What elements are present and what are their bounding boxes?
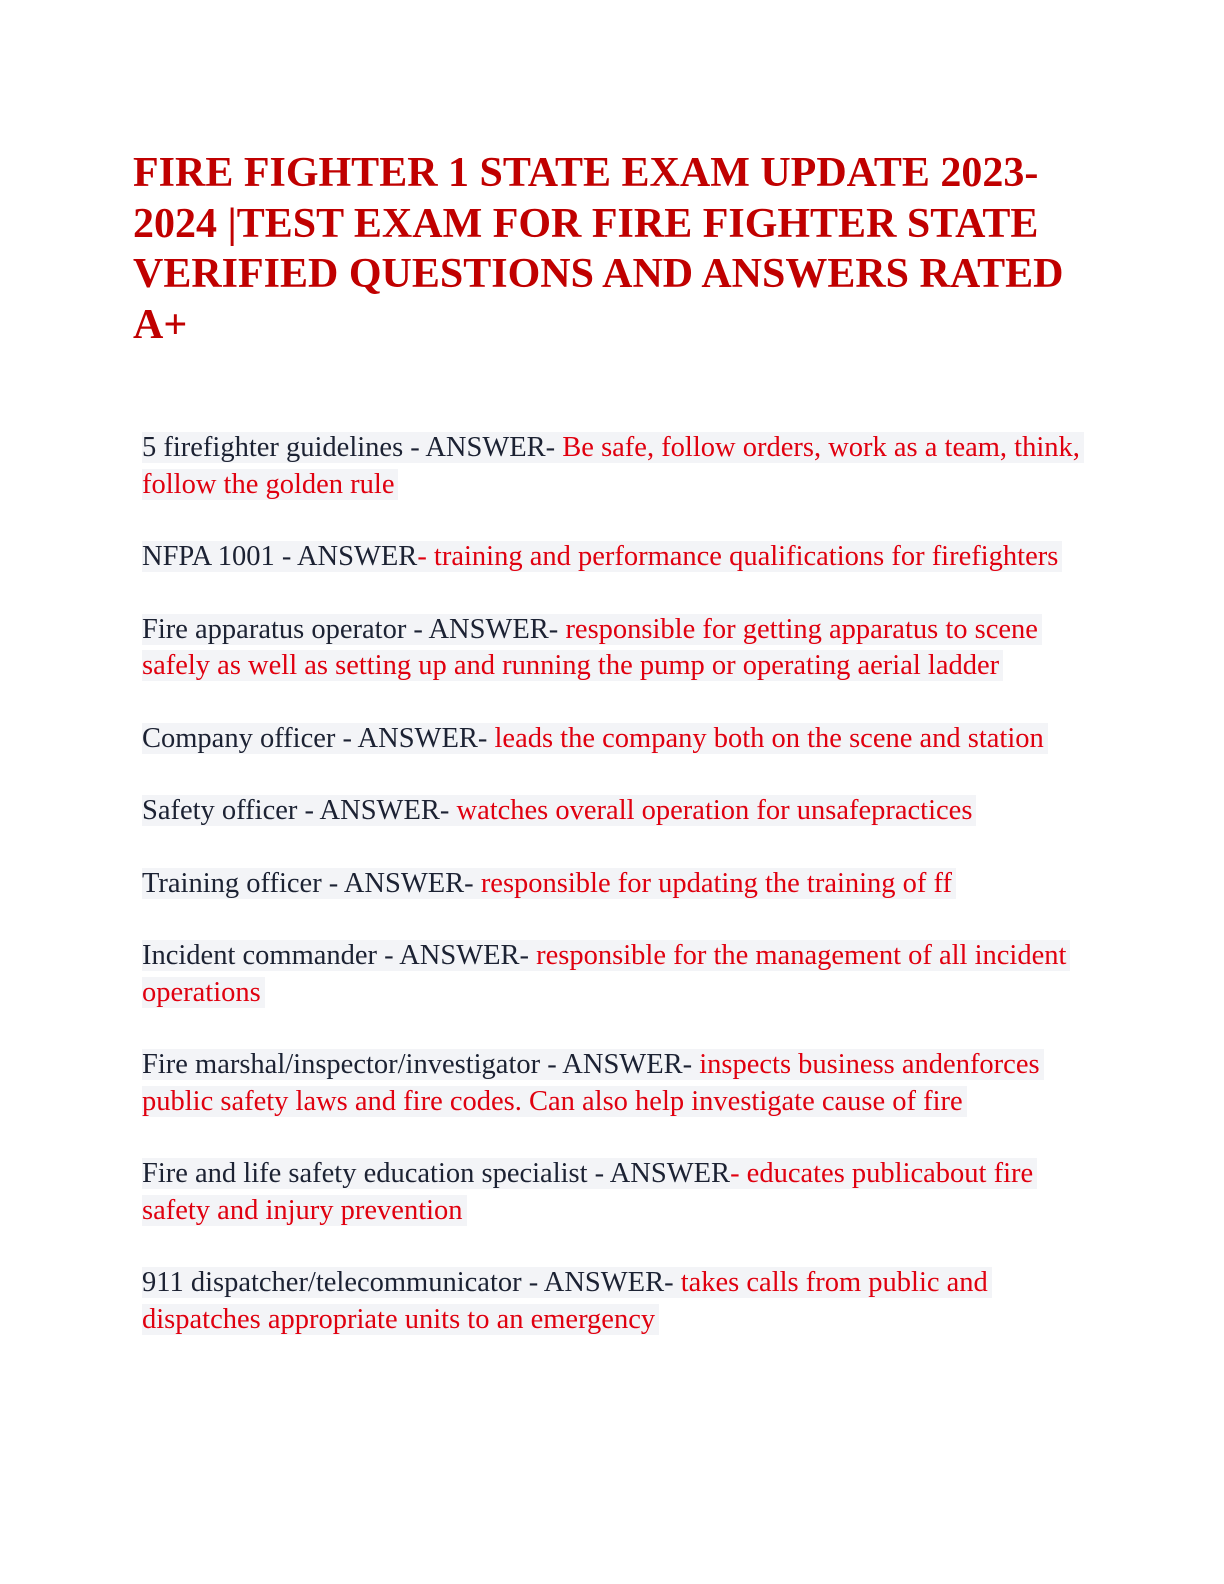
qa-item (142, 721, 1082, 758)
page-title: FIRE FIGHTER 1 STATE EXAM UPDATE 2023-2024 |TEST EXAM FOR FIRE FIGHTER STATE VERIFIED QUESTIONS AND ANSWERS RATED A+ (133, 150, 1064, 348)
qa-answer: responsible for the management of all incident operations (142, 940, 1067, 1008)
qa-item (142, 793, 1082, 830)
qa-question: 5 firefighter guidelines - ANSWER- (142, 432, 556, 463)
qa-question: Safety officer - ANSWER- (142, 795, 450, 826)
qa-question: Incident commander - ANSWER- (142, 940, 530, 971)
qa-question: Training officer - ANSWER- (142, 867, 474, 899)
qa-question: Fire and life safety education specialist - ANSWER (142, 1158, 731, 1189)
qa-question: Company officer - ANSWER- (142, 722, 488, 754)
qa-answer: responsible for updating the training of ff (473, 867, 953, 899)
qa-list (142, 430, 1082, 1338)
qa-item (142, 1047, 1082, 1120)
qa-item (142, 866, 1082, 903)
qa-item (142, 430, 1082, 503)
qa-question: Fire apparatus operator - ANSWER- (142, 613, 559, 645)
qa-item (142, 1156, 1082, 1229)
qa-answer: responsible for getting apparatus to scene safely as well as setting up and running the pump or operating aerial ladder (142, 613, 1038, 681)
qa-item (142, 938, 1082, 1011)
qa-item (142, 539, 1082, 576)
qa-answer: watches overall operation for unsafepractices (449, 795, 973, 826)
qa-answer: inspects business andenforces public safety laws and fire codes. Can also help investigate cause of fire (142, 1049, 1040, 1117)
qa-answer: - educates publicabout fire safety and injury prevention (142, 1158, 1034, 1226)
qa-question: NFPA 1001 - ANSWER (142, 541, 418, 572)
qa-item (142, 612, 1082, 685)
qa-question: Fire marshal/inspector/investigator - ANSWER- (142, 1049, 693, 1080)
qa-answer: - training and performance qualifications for firefighters (417, 541, 1059, 572)
qa-answer: takes calls from public and dispatches appropriate units to an emergency (142, 1267, 988, 1335)
qa-item (142, 1265, 1082, 1338)
qa-answer: Be safe, follow orders, work as a team, think, follow the golden rule (142, 432, 1080, 500)
qa-answer: leads the company both on the scene and station (487, 722, 1044, 754)
qa-question: 911 dispatcher/telecommunicator - ANSWER- (142, 1267, 674, 1298)
